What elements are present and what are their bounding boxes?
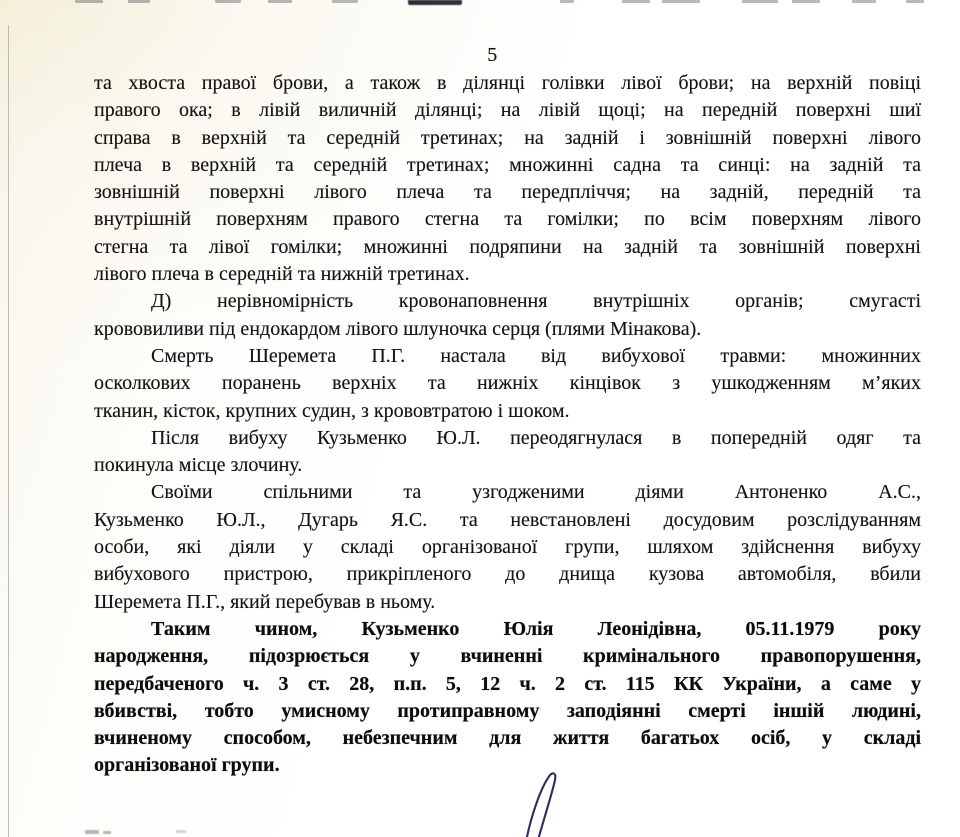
text-line: зовнішній поверхні лівого плеча та передпліччя; на задній, передній та [94,181,921,204]
text-line: Своїми спільними та узгодженими діями Антоненко А.С., [151,481,921,504]
cutoff-text-fragment [742,0,778,3]
cutoff-text-fragment [906,0,924,3]
text-line: покинула місце злочину. [94,454,303,477]
cutoff-text-fragment [560,0,574,3]
text-line: крововиливи під ендокардом лівого шлуночка серця (плями Мінакова). [94,317,702,340]
paragraph-joint-actions [94,479,921,615]
cutoff-text-fragment [128,0,150,3]
text-line: Шеремета П.Г., який перебував в ньому. [94,590,436,613]
cutoff-text-fragment [662,0,700,3]
text-line: особи, які діяли у складі організованої групи, шляхом здійснення вибуху [94,536,921,559]
cutoff-text-fragment [85,830,99,834]
text-line: тканин, кісток, крупних судин, з крововтратою і шоком. [94,399,570,422]
text-line: передбаченого ч. 3 ст. 28, п.п. 5, 12 ч. 2 ст. 115 КК України, а саме у [94,672,921,695]
page-number: 5 [487,44,498,66]
cutoff-text-fragment [176,830,186,833]
text-line: та хвоста правої брови, а також в ділянці голівки лівої брови; на верхній повіці [94,72,921,94]
text-line: внутрішній поверхням правого стегна та гомілки; по всім поверхням лівого [94,208,921,231]
paragraph-item-d [94,288,921,343]
text-line: народження, підозрюється у вчиненні кримінального правопорушення, [94,645,921,668]
paragraph-suspicion-conclusion [94,616,921,780]
text-line: Після вибуху Кузьменко Ю.Л. переодягнулася в попередній одяг та [151,426,921,449]
text-line: вчиненому способом, небезпечним для життя багатьох осіб, у складі [94,727,921,750]
cutoff-text-fragment [75,0,103,3]
cutoff-text-fragment [852,0,876,3]
page-edge-line [8,25,9,837]
text-line: лівого плеча в середній та нижній третинах. [94,263,470,286]
text-line: вбивстві, тобто умисному протиправному заподіянні смерті іншій людині, [94,699,921,722]
text-line: стегна та лівої гомілки; множинні подряпини на задній та зовнішній поверхні [94,235,921,258]
text-line: організованої групи. [94,754,280,777]
text-line: вибухового пристрою, прикріпленого до днища кузова автомобіля, вбили [94,563,921,586]
text-line: Таким чином, Кузьменко Юлія Леонідівна, 05.11.1979 року [151,617,921,640]
cutoff-text-fragment [103,831,111,834]
cutoff-text-fragment [622,0,650,3]
cutoff-text-fragment [268,0,292,3]
text-line: Кузьменко Ю.Л., Дугарь Я.С. та невстановлені досудовим розслідуванням [94,508,921,531]
paragraph-after-explosion [94,425,921,480]
text-line: Смерть Шеремета П.Г. настала від вибухової травми: множинних [151,344,921,367]
handwritten-signature-stroke [516,768,568,837]
text-line: плеча в верхній та середній третинах; множинні садна та синці: на задній та [94,153,921,176]
text-line: справа в верхній та середній третинах; на задній і зовнішній поверхні лівого [94,126,921,149]
document-body [94,70,921,780]
paragraph-cause-of-death [94,343,921,425]
cutoff-text-fragment [332,0,358,3]
cutoff-text-blob [408,0,462,5]
text-line: осколкових поранень верхніх та нижніх кінцівок з ушкодженням м’яких [94,372,921,395]
cutoff-text-fragment [792,0,820,3]
text-line: правого ока; в лівій виличній ділянці; на лівій щоці; на передній поверхні шиї [94,99,921,122]
cutoff-text-fragment [215,0,241,3]
text-line: Д) нерівномірність кровонаповнення внутрішніх органів; смугасті [151,290,921,313]
paragraph-injuries-continued [94,70,921,288]
